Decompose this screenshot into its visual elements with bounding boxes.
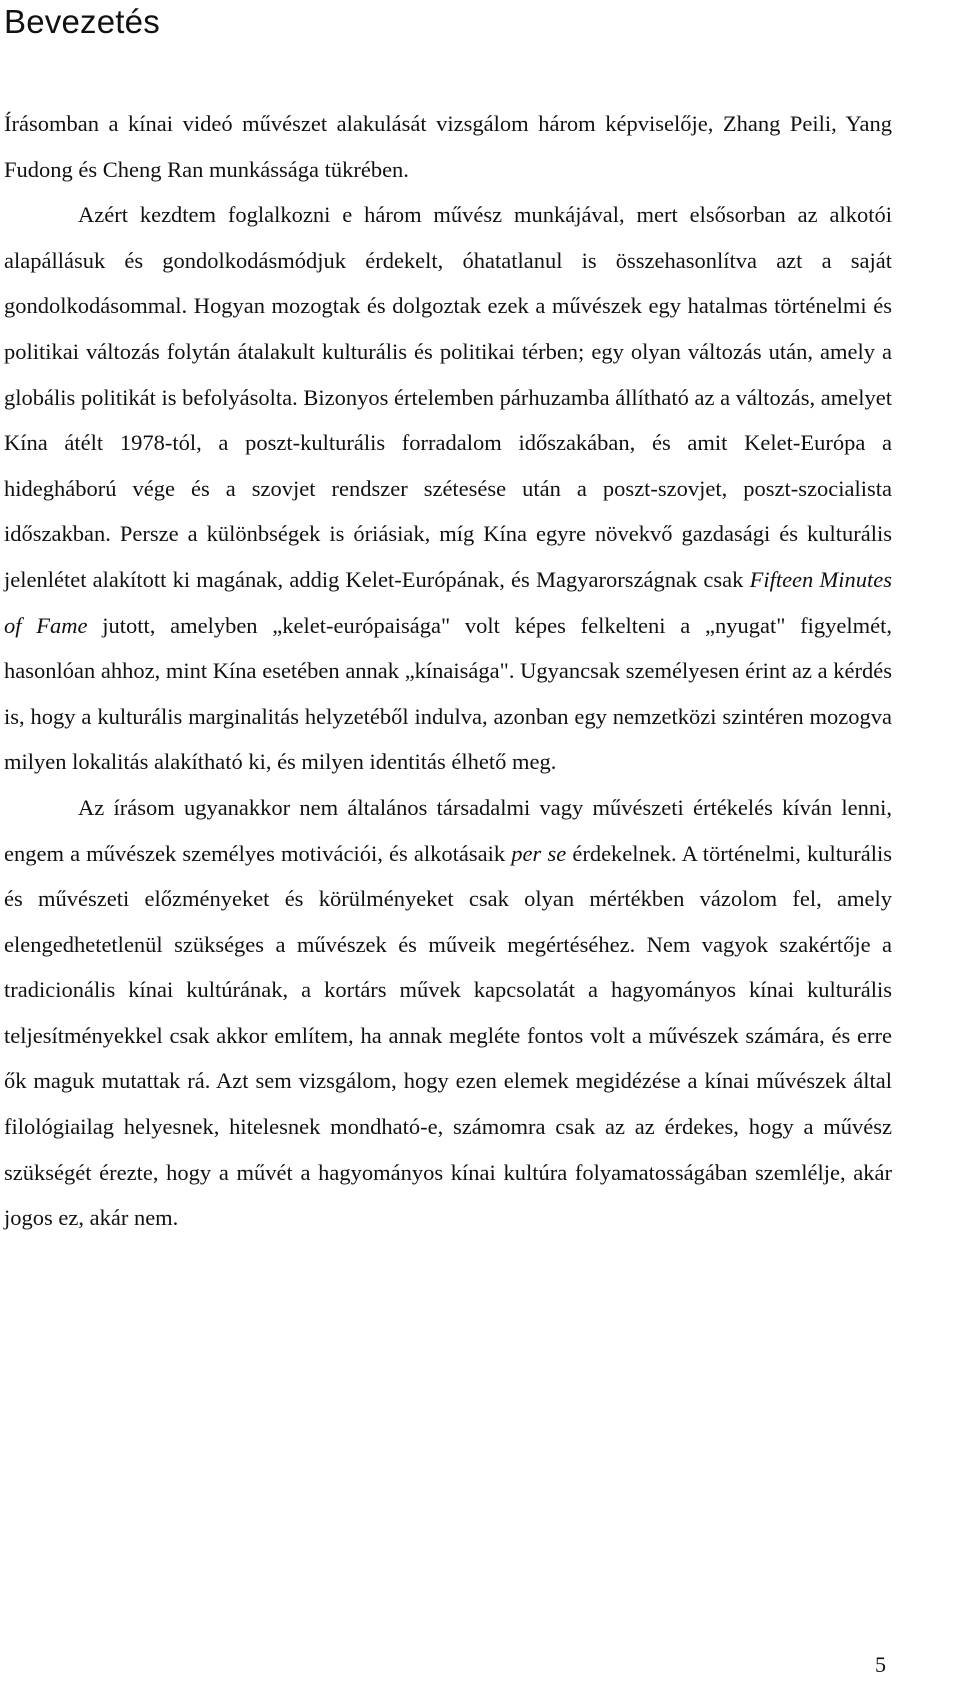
italic-title: Fifteen Minutes of Fame xyxy=(4,566,892,638)
paragraph-text: jutott, amelyben „kelet-európaisága" volt képes felkelteni a „nyugat" figyelmét, hasonlóan ahhoz, mint Kína esetében annak „kínaisága". Ugyancsak személyesen érint az a kérdés is, hogy a kulturális marginalitás helyzetéből indulva, azonban egy nemzetközi szintéren mozogva milyen lokalitás alakítható ki, és milyen identitás élhető meg. xyxy=(4,612,893,775)
paragraph xyxy=(4,785,892,1241)
paragraph xyxy=(4,101,892,192)
document-body xyxy=(4,101,892,1241)
italic-phrase: per se xyxy=(511,840,567,866)
page-title: Bevezetés xyxy=(4,3,160,40)
paragraph-text: Azért kezdtem foglalkozni e három művész munkájával, mert elsősorban az alkotói alapállásuk és gondolkodásmódjuk érdekelt, óhatatlanul is összehasonlítva azt a saját gondolkodásommal. Hogyan mozogtak és dolgoztak ezek a művészek egy hatalmas történelmi és politikai változás folytán átalakult kulturális és politikai térben; egy olyan változás után, amely a globális politikát is befolyásolta. Bizonyos értelemben párhuzamba állítható az a változás, amelyet Kína átélt 1978-tól, a poszt-kulturális forradalom időszakában, és amit Kelet-Európa a hidegháború vége és a szovjet rendszer szétesése után a poszt-szovjet, poszt-szocialista időszakban. Persze a különbségek is óriásiak, míg Kína egyre növekvő gazdasági és kulturális jelenlétet alakított ki magának, addig Kelet-Európának, és Magyarországnak csak xyxy=(4,202,892,592)
page-number: 5 xyxy=(875,1652,886,1677)
paragraph-text: Írásomban a kínai videó művészet alakulását vizsgálom három képviselője, Zhang Peili, Yang Fudong és Cheng Ran munkássága tükrében. xyxy=(4,111,892,182)
paragraph-text: Az írásom ugyanakkor nem általános társadalmi vagy művészeti értékelés kíván lenni, engem a művészek személyes motivációi, és alkotásaik xyxy=(4,794,892,866)
paragraph-text: érdekelnek. A történelmi, kulturális és művészeti előzményeket és körülményeket csak olyan mértékben vázolom fel, amely elengedhetetlenül szükséges a művészek és műveik megértéséhez. Nem vagyok szakértője a tradicionális kínai kultúrának, a kortárs művek kapcsolatát a hagyományos kínai kulturális teljesítményekkel csak akkor említem, ha annak megléte fontos volt a művészek számára, és erre ők maguk mutattak rá. Azt sem vizsgálom, hogy ezen elemek megidézése a kínai művészek által filológiailag helyesnek, hitelesnek mondható-e, számomra csak az az érdekes, hogy a művész szükségét érezte, hogy a művét a hagyományos kínai kultúra folyamatosságában szemlélje, akár jogos ez, akár nem. xyxy=(4,840,892,1231)
paragraph xyxy=(4,192,892,785)
